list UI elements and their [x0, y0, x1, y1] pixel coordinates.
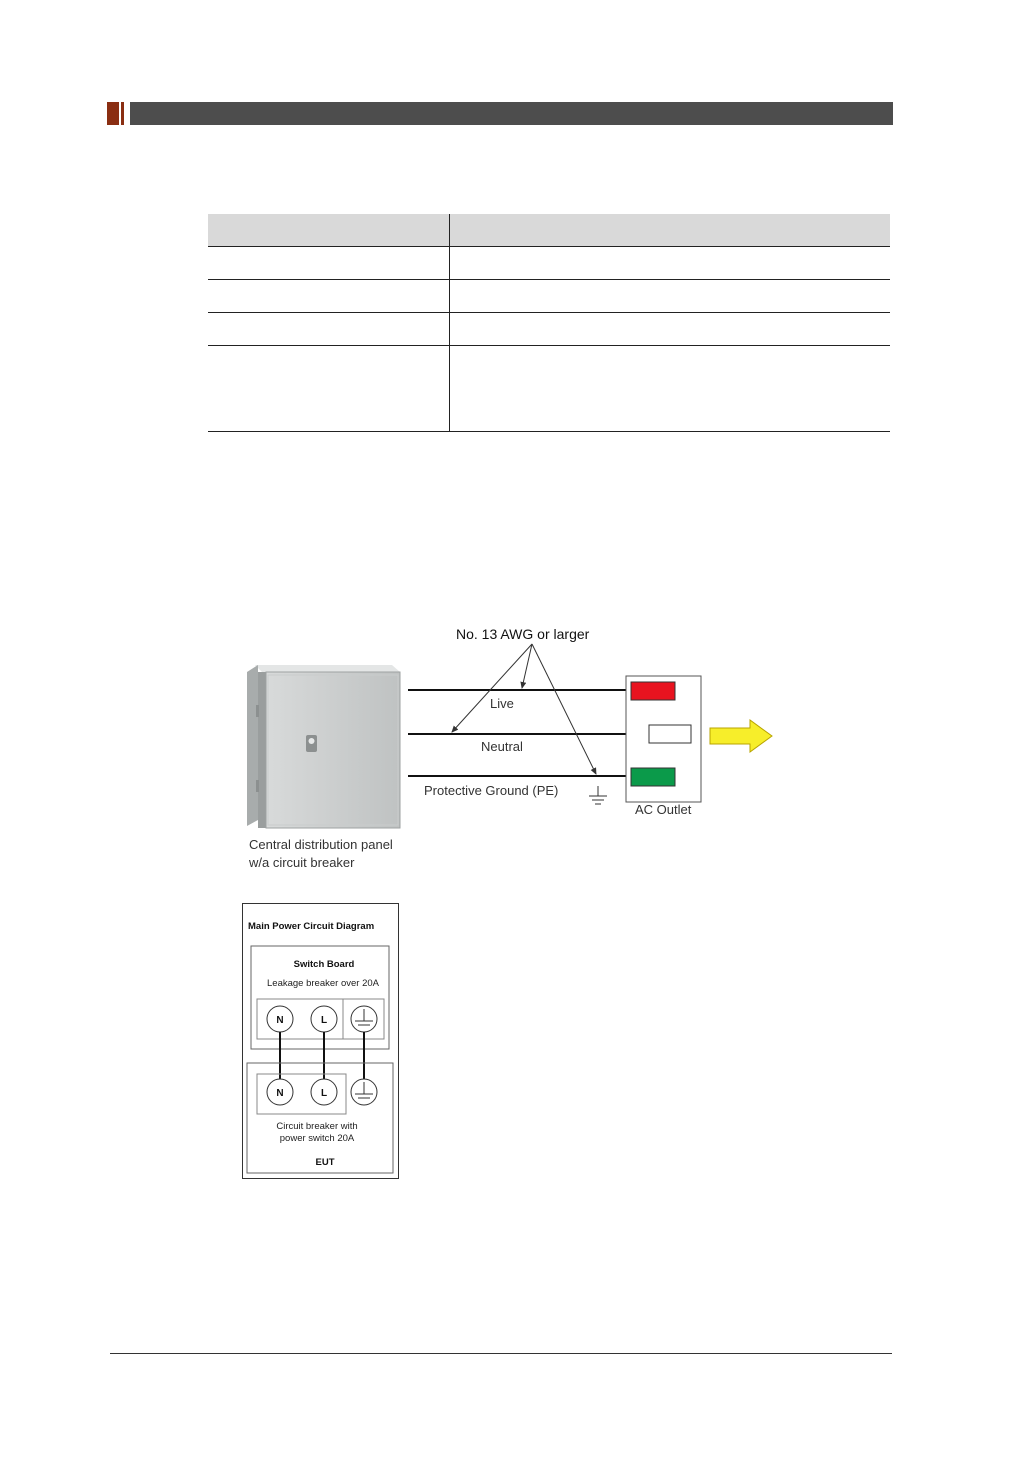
table-cell	[450, 346, 891, 432]
switch-board-sub: Leakage breaker over 20A	[267, 978, 379, 989]
eut-label: EUT	[315, 1157, 335, 1168]
neutral-terminal	[649, 725, 691, 743]
table-cell	[208, 313, 450, 346]
table-cell	[208, 247, 450, 280]
neutral-label: Neutral	[481, 739, 523, 754]
terminal-l-bottom: L	[320, 1088, 328, 1099]
table-row	[208, 313, 890, 346]
ground-symbol-icon	[589, 786, 607, 804]
ground-terminal	[631, 768, 675, 786]
table-cell	[208, 280, 450, 313]
section-header-accent	[107, 102, 119, 125]
spec-table	[208, 214, 890, 432]
table-row	[208, 247, 890, 280]
breaker-label-line1: Circuit breaker with	[276, 1121, 358, 1132]
awg-pointer-arrows	[452, 644, 596, 774]
ground-terminal-icon	[351, 1006, 377, 1032]
section-header-accent-thin	[121, 102, 124, 125]
live-label: Live	[490, 696, 514, 711]
pe-label: Protective Ground (PE)	[424, 783, 559, 798]
table-header-cell	[450, 214, 891, 247]
ac-outlet-label: AC Outlet	[635, 802, 692, 817]
power-direction-arrow-icon	[710, 720, 772, 752]
table-header-cell	[208, 214, 450, 247]
ac-outlet	[626, 676, 701, 802]
table-row	[208, 280, 890, 313]
main-power-circuit-diagram	[242, 903, 400, 1180]
terminal-l-top: L	[320, 1015, 328, 1026]
live-terminal	[631, 682, 675, 700]
awg-label: No. 13 AWG or larger	[456, 626, 590, 642]
wiring-diagram	[220, 620, 820, 880]
ground-terminal-icon	[351, 1079, 377, 1105]
table-cell	[450, 313, 891, 346]
breaker-label-line2: power switch 20A	[279, 1133, 355, 1144]
table-cell	[208, 346, 450, 432]
table-cell	[450, 280, 891, 313]
switch-board-title: Switch Board	[293, 959, 355, 970]
footer-rule	[110, 1353, 892, 1354]
terminal-n-top: N	[276, 1015, 284, 1026]
table-row	[208, 346, 890, 432]
table-header-row	[208, 214, 890, 247]
panel-label-line2: w/a circuit breaker	[249, 855, 355, 870]
table-cell	[450, 247, 891, 280]
distribution-panel-icon	[247, 665, 400, 828]
section-header-bar	[130, 102, 893, 125]
circuit-diagram-title: Main Power Circuit Diagram	[248, 921, 375, 932]
panel-label-line1: Central distribution panel	[249, 837, 393, 852]
terminal-n-bottom: N	[276, 1088, 284, 1099]
